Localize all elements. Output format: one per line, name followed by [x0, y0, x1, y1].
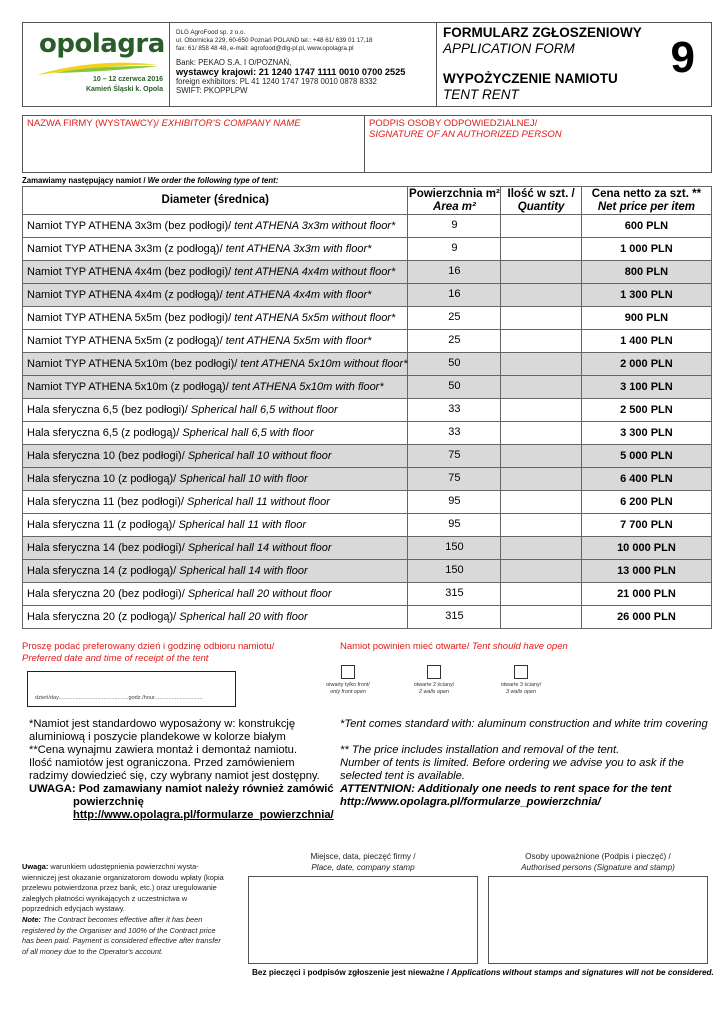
tent-price: 1 300 PLN	[581, 284, 711, 307]
note-warning-en: ATTENTNION: Additionaly one needs to rent space for the tent	[340, 783, 672, 795]
tent-description: Namiot TYP ATHENA 4x4m (bez podłogi)/ tent ATHENA 4x4m without floor*	[23, 261, 408, 284]
quantity-input[interactable]	[501, 422, 581, 445]
tent-description: Namiot TYP ATHENA 4x4m (z podłogą)/ tent ATHENA 4x4m with floor*	[23, 284, 408, 307]
swift-code: SWIFT: PKOPPLPW	[176, 86, 248, 95]
tent-area: 150	[408, 560, 501, 583]
tent-description: Hala sferyczna 6,5 (bez podłogi)/ Spherical hall 6,5 without floor	[23, 399, 408, 422]
form-title-en: APPLICATION FORM	[443, 41, 575, 56]
note-warning: UWAGA: Pod zamawiany namiot należy również zamówić	[29, 783, 334, 795]
quantity-input[interactable]	[501, 284, 581, 307]
quantity-input[interactable]	[501, 399, 581, 422]
organizer-address	[176, 29, 373, 53]
tent-description: Hala sferyczna 14 (bez podłogi)/ Spherical hall 14 without floor	[23, 537, 408, 560]
table-row	[23, 468, 712, 491]
tent-price: 1 000 PLN	[581, 238, 711, 261]
authorised-label: Osoby upoważnione (Podpis i pieczęć) / Authorised persons (Signature and stamp)	[521, 852, 675, 872]
company-stamp-field[interactable]	[248, 876, 478, 964]
tent-description: Namiot TYP ATHENA 5x10m (z podłogą)/ tent ATHENA 5x10m with floor*	[23, 376, 408, 399]
front-open-checkbox[interactable]	[341, 665, 355, 679]
table-row	[23, 376, 712, 399]
table-row	[23, 399, 712, 422]
note-price-includes: **Cena wynajmu zawiera montaż i demontaż namiotu.	[29, 744, 298, 756]
stamp-label: Miejsce, data, pieczęć firmy / Place, date, company stamp	[310, 852, 416, 872]
space-form-link-en[interactable]: http://www.opolagra.pl/formularze_powierzchnia/	[340, 796, 601, 808]
two-walls-checkbox[interactable]	[427, 665, 441, 679]
form-subject-pl: WYPOŻYCZENIE NAMIOTU	[443, 71, 618, 86]
three-walls-checkbox[interactable]	[514, 665, 528, 679]
quantity-input[interactable]	[501, 537, 581, 560]
tent-description: Hala sferyczna 20 (z podłogą)/ Spherical hall 20 with floor	[23, 606, 408, 629]
tent-area: 25	[408, 330, 501, 353]
tent-description: Hala sferyczna 14 (z podłogą)/ Spherical hall 14 with floor	[23, 560, 408, 583]
tent-description: Hala sferyczna 6,5 (z podłogą)/ Spherical hall 6,5 with floor	[23, 422, 408, 445]
notes-polish	[29, 718, 334, 822]
event-date: 10 – 12 czerwca 2016	[92, 76, 163, 83]
validity-note: Bez pieczęci i podpisów zgłoszenie jest nieważne / Applications without stamps and signatures will not be considered.	[252, 968, 714, 977]
tent-price: 2 000 PLN	[581, 353, 711, 376]
tent-area: 9	[408, 238, 501, 261]
authorised-signature-field[interactable]	[488, 876, 708, 964]
payment-footnote: Uwaga: warunkiem udostępnienia powierzchni wysta-wienniczej jest okazanie organizatorom dowodu wpłaty (kopia przelewu potwierdzona przez bank, etc.) oraz uregulowanie zaległych płatności wynikających z uczestnictwa w poprzednich edycjach wystawy. Note: The Contract becomes effective after it has been registered by the Organiser and 100% of the Contract price has been paid. Payment is considered effective after transfer of all money due to the Operator's account.	[22, 862, 224, 956]
tent-area: 150	[408, 537, 501, 560]
tent-area: 75	[408, 445, 501, 468]
option-front-open[interactable]	[313, 665, 383, 696]
tent-price: 3 300 PLN	[581, 422, 711, 445]
tent-description: Hala sferyczna 10 (z podłogą)/ Spherical hall 10 with floor	[23, 468, 408, 491]
tent-price: 5 000 PLN	[581, 445, 711, 468]
organizer-contact: fax: 61/ 858 48 48, e-mail: agrofood@dlg-pl.pl, www.opolagra.pl	[176, 45, 354, 52]
table-row	[23, 307, 712, 330]
note-standard-equipment: *Namiot jest standardowo wyposażony w: konstrukcję aluminiową i poszycie plandekowe w kolorze białym	[29, 718, 296, 743]
tent-price: 900 PLN	[581, 307, 711, 330]
tent-price: 26 000 PLN	[581, 606, 711, 629]
tent-price: 7 700 PLN	[581, 514, 711, 537]
tent-price: 13 000 PLN	[581, 560, 711, 583]
tent-description: Namiot TYP ATHENA 3x3m (z podłogą)/ tent ATHENA 3x3m with floor*	[23, 238, 408, 261]
open-sides-label: Namiot powinien mieć otwarte/ Tent should have open	[340, 641, 568, 652]
tent-description: Hala sferyczna 20 (bez podłogi)/ Spherical hall 20 without floor	[23, 583, 408, 606]
table-row	[23, 491, 712, 514]
tent-area: 75	[408, 468, 501, 491]
tent-description: Hala sferyczna 11 (z podłogą)/ Spherical hall 11 with floor	[23, 514, 408, 537]
quantity-input[interactable]	[501, 583, 581, 606]
tent-price: 1 400 PLN	[581, 330, 711, 353]
front-open-caption: otwarty tylko front/ only front open	[326, 682, 370, 695]
domestic-account: wystawcy krajowi: 21 1240 1747 1111 0010 0700 2525	[176, 67, 406, 77]
tent-price: 800 PLN	[581, 261, 711, 284]
table-row	[23, 583, 712, 606]
table-row	[23, 284, 712, 307]
organizer-street: ul. Obornicka 229, 60-650 Poznań POLAND tel.: +48 61/ 639 01 17,18	[176, 37, 373, 44]
col-header-quantity: Ilość w szt. / Quantity	[501, 187, 581, 215]
tent-area: 33	[408, 422, 501, 445]
tent-description: Hala sferyczna 10 (bez podłogi)/ Spherical hall 10 without floor	[23, 445, 408, 468]
table-row	[23, 261, 712, 284]
tent-description: Namiot TYP ATHENA 5x5m (bez podłogi)/ tent ATHENA 5x5m without floor*	[23, 307, 408, 330]
table-row	[23, 215, 712, 238]
table-row	[23, 238, 712, 261]
quantity-input[interactable]	[501, 491, 581, 514]
responsible-signature-field[interactable]	[365, 115, 712, 173]
company-name-label: NAZWA FIRMY (WYSTAWCY)/ EXHIBITOR'S COMPANY NAME	[27, 118, 301, 129]
note-limited-availability-en: Number of tents is limited. Before ordering we advise you to ask if the selected tent is available.	[340, 757, 684, 782]
signature-label: PODPIS OSOBY ODPOWIEDZIALNEJ/ SIGNATURE OF AN AUTHORIZED PERSON	[369, 118, 562, 140]
quantity-input[interactable]	[501, 514, 581, 537]
tent-price: 600 PLN	[581, 215, 711, 238]
form-number: 9	[670, 33, 695, 82]
tent-area: 9	[408, 215, 501, 238]
table-row	[23, 445, 712, 468]
col-header-area: Powierzchnia m² Area m²	[409, 187, 500, 213]
table-row	[23, 560, 712, 583]
company-name-field[interactable]	[22, 115, 365, 173]
company-info	[169, 22, 437, 107]
two-walls-caption: otwarte 2 ściany/ 2 walls open	[413, 682, 455, 695]
tent-area: 95	[408, 491, 501, 514]
three-walls-caption: otwarte 3 ściany/ 3 walls open	[500, 682, 542, 695]
table-header-row	[23, 187, 712, 215]
table-row	[23, 537, 712, 560]
tent-area: 50	[408, 353, 501, 376]
quantity-input[interactable]	[501, 353, 581, 376]
tent-description: Namiot TYP ATHENA 5x5m (z podłogą)/ tent ATHENA 5x5m with floor*	[23, 330, 408, 353]
quantity-input[interactable]	[501, 330, 581, 353]
quantity-input[interactable]	[501, 445, 581, 468]
table-row	[23, 330, 712, 353]
quantity-input[interactable]	[501, 215, 581, 238]
opolagra-logo: opolagra	[39, 29, 165, 59]
note-warning-cont: powierzchnię	[73, 796, 144, 808]
quantity-input[interactable]	[501, 307, 581, 330]
date-hour-placeholder: dzień/day.............................................godz./hour...............................	[35, 695, 203, 701]
table-row	[23, 422, 712, 445]
tent-area: 16	[408, 261, 501, 284]
note-limited-availability: Ilość namiotów jest ograniczona. Przed zamówieniem radzimy dowiedzieć się, czy wybrany namiot jest dostępny.	[29, 757, 320, 782]
quantity-input[interactable]	[501, 560, 581, 583]
tent-order-table	[22, 186, 712, 629]
quantity-input[interactable]	[501, 238, 581, 261]
tent-price: 10 000 PLN	[581, 537, 711, 560]
tent-area: 25	[408, 307, 501, 330]
tent-description: Namiot TYP ATHENA 5x10m (bez podłogi)/ tent ATHENA 5x10m without floor*	[23, 353, 408, 376]
tent-price: 3 100 PLN	[581, 376, 711, 399]
order-caption: Zamawiamy następujący namiot / We order the following type of tent:	[22, 176, 279, 185]
col-header-price: Cena netto za szt. ** Net price per item	[581, 187, 711, 215]
table-row	[23, 353, 712, 376]
preferred-date-field[interactable]	[27, 671, 236, 707]
bank-name: Bank: PEKAO S.A. I O/POZNAŃ,	[176, 58, 292, 67]
bank-info	[176, 58, 405, 95]
tent-price: 6 400 PLN	[581, 468, 711, 491]
tent-area: 315	[408, 606, 501, 629]
logo-date	[86, 75, 163, 95]
foreign-account: foreign exhibitors: PL 41 1240 1747 1978 0010 0878 8332	[176, 77, 377, 86]
tent-description: Hala sferyczna 11 (bez podłogi)/ Spherical hall 11 without floor	[23, 491, 408, 514]
form-title-pl: FORMULARZ ZGŁOSZENIOWY	[443, 25, 642, 40]
note-price-includes-en: ** The price includes installation and removal of the tent.	[340, 744, 620, 756]
quantity-input[interactable]	[501, 468, 581, 491]
tent-rows	[23, 215, 712, 629]
quantity-input[interactable]	[501, 261, 581, 284]
preferred-date-label: Proszę podać preferowany dzień i godzinę odbioru namiotu/ Preferred date and time of receipt of the tent	[22, 641, 275, 664]
note-standard-equipment-en: *Tent comes standard with: aluminum construction and white trim covering	[340, 718, 708, 730]
option-2-walls-open[interactable]	[399, 665, 469, 696]
form-title-block	[437, 22, 712, 107]
tent-area: 95	[408, 514, 501, 537]
quantity-input[interactable]	[501, 376, 581, 399]
option-3-walls-open[interactable]	[486, 665, 556, 696]
tent-price: 2 500 PLN	[581, 399, 711, 422]
tent-area: 315	[408, 583, 501, 606]
table-row	[23, 514, 712, 537]
tent-area: 33	[408, 399, 501, 422]
tent-price: 21 000 PLN	[581, 583, 711, 606]
event-place: Kamień Śląski k. Opola	[85, 86, 163, 93]
table-row	[23, 606, 712, 629]
tent-price: 6 200 PLN	[581, 491, 711, 514]
notes-english	[340, 718, 720, 809]
space-form-link[interactable]: http://www.opolagra.pl/formularze_powierzchnia/	[73, 809, 334, 821]
logo-cell	[22, 22, 169, 107]
organizer-name: DLG AgroFood sp. z o.o.	[176, 29, 246, 36]
tent-area: 16	[408, 284, 501, 307]
quantity-input[interactable]	[501, 606, 581, 629]
tent-description: Namiot TYP ATHENA 3x3m (bez podłogi)/ tent ATHENA 3x3m without floor*	[23, 215, 408, 238]
col-header-diameter: Diameter (średnica)	[23, 187, 408, 215]
form-subject-en: TENT RENT	[443, 87, 519, 102]
tent-area: 50	[408, 376, 501, 399]
